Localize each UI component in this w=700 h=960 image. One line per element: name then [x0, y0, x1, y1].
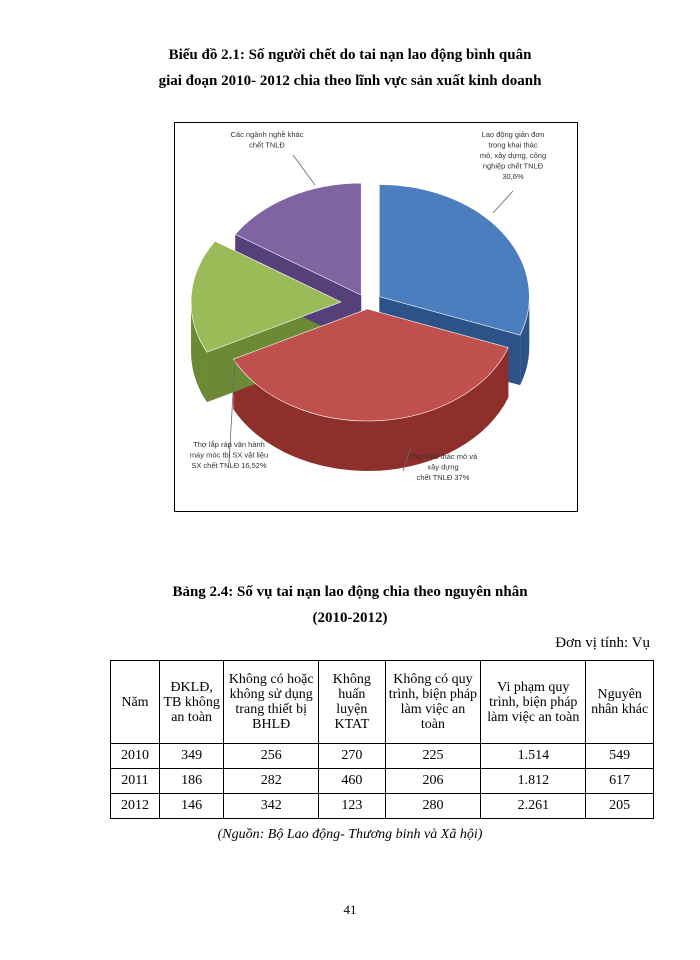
table-cell: 2.261: [481, 794, 586, 819]
table-cell: 2012: [111, 794, 160, 819]
header-other-causes: Nguyên nhân khác: [586, 661, 654, 744]
pie-chart: [175, 123, 577, 511]
pie-leader-line: [293, 155, 315, 185]
table-cell: 349: [159, 744, 223, 769]
table-header-row: [111, 661, 654, 744]
header-year: Năm: [111, 661, 160, 744]
header-no-procedure: Không có quy trình, biện pháp làm việc an toàn: [385, 661, 481, 744]
page-number: 41: [343, 902, 357, 917]
table-caption: [0, 579, 700, 631]
table-row: [111, 744, 654, 769]
table-cell: 342: [224, 794, 319, 819]
table-cell: 1.812: [481, 769, 586, 794]
table-cell: 617: [586, 769, 654, 794]
table-cell: 146: [159, 794, 223, 819]
table-cell: 2011: [111, 769, 160, 794]
table-cell: 280: [385, 794, 481, 819]
pie-chart-frame: [174, 122, 578, 512]
table-cell: 2010: [111, 744, 160, 769]
table-cell: 270: [319, 744, 386, 769]
table-caption-line1: [0, 579, 700, 605]
pie-slice-label: Thợ lắp ráp vận hành máy móc tbi SX vật liệu SX chết TNLĐ 16,52%: [189, 440, 269, 470]
table-cell: 186: [159, 769, 223, 794]
table-cell: 460: [319, 769, 386, 794]
table-cell: 549: [586, 744, 654, 769]
table-cell: 206: [385, 769, 481, 794]
header-procedure-violation: Vi phạm quy trình, biện pháp làm việc an toàn: [481, 661, 586, 744]
table-cell: 205: [586, 794, 654, 819]
table-cell: 123: [319, 794, 386, 819]
table-cell: 225: [385, 744, 481, 769]
table-cell: 282: [224, 769, 319, 794]
table-caption-number: Bảng 2.4:: [172, 584, 234, 600]
pie-slice-label: Lao động giản đơn trong khai thác mỏ, xây dựng, công nghiệp chết TNLĐ 30,6%: [479, 130, 547, 181]
chart-caption-line1: [0, 42, 700, 68]
header-no-ppe: Không có hoặc không sử dụng trang thiết bị BHLĐ: [224, 661, 319, 744]
unit-label: Đơn vị tính: Vụ: [555, 635, 650, 651]
header-no-training: Không huấn luyện KTAT: [319, 661, 386, 744]
table-row: [111, 769, 654, 794]
chart-caption: [0, 42, 700, 94]
chart-caption-number: Biểu đồ 2.1:: [168, 47, 245, 63]
table-cell: 1.514: [481, 744, 586, 769]
accident-cause-table: [110, 660, 654, 819]
pie-slice-label: Các ngành nghề khác chết TNLĐ: [230, 130, 304, 150]
table-caption-title: Số vụ tai nạn lao động chia theo nguyên nhân: [233, 584, 528, 600]
chart-caption-line2: giai đoạn 2010- 2012 chia theo lĩnh vực sản xuất kinh doanh: [158, 73, 542, 89]
table-row: [111, 794, 654, 819]
chart-caption-title: Số người chết do tai nạn lao động bình quân: [244, 47, 532, 63]
header-unsafe-conditions: ĐKLĐ, TB không an toàn: [159, 661, 223, 744]
pie-slice-label: Thợ khai thác mỏ và xây dựng chết TNLĐ 37%: [408, 452, 478, 482]
table-caption-line2: (2010-2012): [312, 610, 388, 626]
source-note: (Nguồn: Bộ Lao động- Thương binh và Xã hội): [217, 827, 483, 842]
pie-leader-line: [493, 191, 513, 213]
table-cell: 256: [224, 744, 319, 769]
